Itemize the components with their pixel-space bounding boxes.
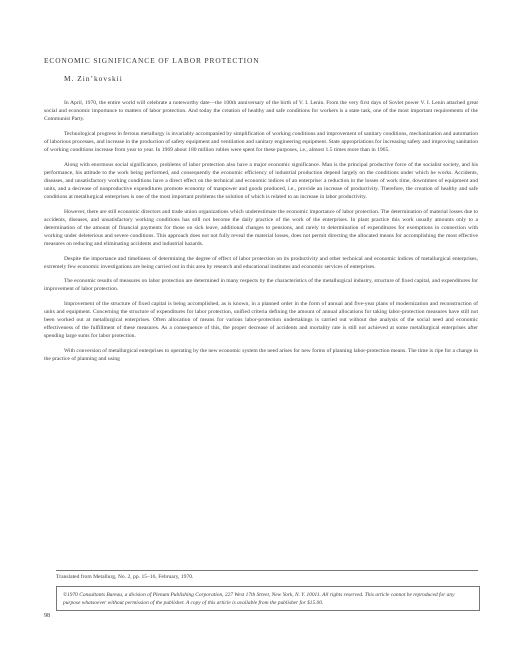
article-author: M. Zin’kovskii bbox=[64, 74, 123, 83]
paragraph: However, there are still economic directors and trade union organizations which underestimate the economic importance of labor protection. The determination of material losses due to accidents, diseases, and unsatisfactory working conditions has still not become the daily practice of the work of the enterprises. In plant practice this work usually amounts only to a determination of the amount of financial payments for those on sick leave, additional changes to pensions, and rarely to determination of expenditures for exemptions in connection with working under deleterious and severe conditions. This approach does not not fully reveal the material losses, does not permit directing the allocated means for accomplishing the most effective measures on reducing and eliminating accidents and industrial hazards. bbox=[44, 208, 478, 247]
paragraph: Despite the importance and timeliness of determining the degree of effect of labor protection on its productivity and other technical and economic indices of metallurgical enterprises, extremely few economic investigations are being carried out in this area by research and educational institutes and economic services of enterprises. bbox=[44, 255, 478, 270]
paragraph: Along with enormous social significance, problems of labor protection also have a major economic significance. Man is the principal productive force of the socialist society, and his performance, his attitude to the work being performed, and consequently the economic efficiency of industrial production depend largely on the conditions under which he works. Accidents, diseases, and unsatisfactory working conditions have a direct effect on the technical and economic indices of an enterprise: a reduction in the losses of work time, downtimes of equipment and units, and a decrease of nonproductive expenditures promote economy of manpower and goods produced, i.e., provide an increase of productivity. Therefore, the creation of healthy and safe conditions at metallurgical enterprises is one of the most important problems the solution of which is related to an increase in labor productivity. bbox=[44, 161, 478, 200]
paragraph: In April, 1970, the entire world will celebrate a noteworthy date—the 100th anniversary of the birth of V. I. Lenin. From the very first days of Soviet power V. I. Lenin attached great social and economic importance to matters of labor protection. And today the creation of healthy and safe conditions for workers is a state task, one of the most important requirements of the Communist Party. bbox=[44, 100, 478, 123]
article-title: ECONOMIC SIGNIFICANCE OF LABOR PROTECTION bbox=[44, 56, 260, 65]
paragraph: Improvement of the structure of fixed capital is being accomplished, as is known, in a planned order in the form of annual and five-year plans of modernization and reconstruction of units and equipment. Concerning the structure of expenditures for labor protection, unified criteria defining the amount of annual allocations for taking labor-protection measures have still not been worked out at metallurgical enterprises. Often allocation of means for various labor-protection undertakings is carried out without due analysis of the social need and economic effectiveness of the fulfillment of these measures. As a consequence of this, the proper decrease of accidents and mortality rate is still not achieved at some metallurgical enterprises after spending large sums for labor protection. bbox=[44, 300, 478, 340]
paragraph: Technological progress in ferrous metallurgy is invariably accompanied by simplification of working conditions and improvement of sanitary conditions, mechanization and automation of laborious processes, and increase in the production of safety equipment and ventilation and sanitary engineering equipment. State appropriations for increasing safety and improving sanitation of working conditions increase from year to year. In 1969 about 180 million rubles were spent for these purposes, i.e., almost 1.5 times more than in 1965. bbox=[44, 130, 479, 153]
translation-source-note: Translated from Metallurg, No. 2, pp. 15–16, February, 1970. bbox=[56, 574, 194, 580]
article-body bbox=[44, 99, 478, 370]
copyright-notice: ©1970 Consultants Bureau, a division of Plenum Publishing Corporation, 227 West 17th Street, New York, N. Y. 10011. All rights reserved. This article cannot be reproduced for any purpose whatsoever without permission of the publisher. A copy of this article is available from the publisher for $15.00. bbox=[56, 586, 480, 611]
page-number: 98 bbox=[44, 613, 50, 619]
paragraph: The economic results of measures on labor protection are determined in many respects by the characteristics of the metallurgical industry, structure of fixed capital, and expenditures for improvement of labor protection. bbox=[44, 278, 478, 293]
footnote-rule bbox=[56, 570, 478, 571]
paragraph: With conversion of metallurgical enterprises to operating by the new economic system the need arises for new forms of planning labor-protection means. The time is ripe for a change in the practice of planning and using bbox=[44, 347, 478, 362]
